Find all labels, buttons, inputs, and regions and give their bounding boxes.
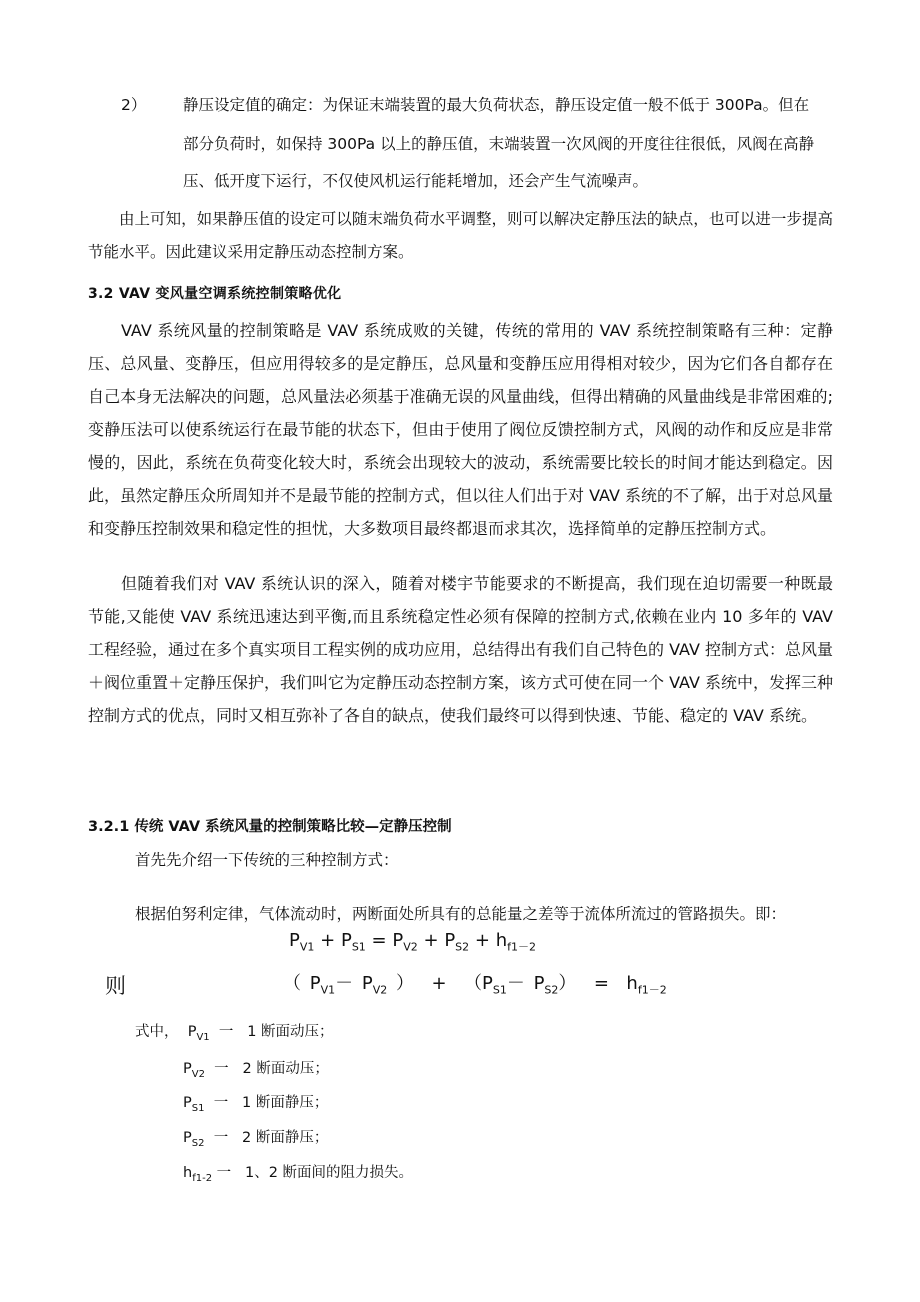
definition-row-3: $P_{S1}$ 一 1 断面静压； <box>183 1095 329 1114</box>
paragraph-dynamic-control: 但随着我们对 VAV 系统认识的深入，随着对楼宇节能要求的不断提高，我们现在迫切需要一种既最节能,又能使 VAV 系统迅速达到平衡,而且系统稳定性必须有保障的控制方式,依赖在业内 10 多年的 VAV 工程经验，通过在多个真实项目工程实例的成功应用，总结得出有我们自己特色的 VAV 控制方式：总风量＋阀位重置＋定静压保护，我们叫它为定静压动态控制方案，该方式可使在同一个 VAV 系统中，发挥三种控制方式的优点，同时又相互弥补了各自的缺点，使我们最终可以得到快速、节能、稳定的 VAV 系统。 <box>88 574 833 725</box>
item2-line-2: 部分负荷时，如保持 300Pa 以上的静压值，末端装置一次风阀的开度往往很低，风阀在高静 <box>183 135 815 153</box>
subsection-heading: 3.2.1 传统 VAV 系统风量的控制策略比较—定静压控制 <box>88 819 452 835</box>
section-heading: 3.2 VAV 变风量空调系统控制策略优化 <box>88 286 342 302</box>
equation-then-label: 则 <box>105 974 126 998</box>
item2-line-1: 静压设定值的确定：为保证末端装置的最大负荷状态，静压设定值一般不低于 300Pa。但在 <box>183 96 810 114</box>
equation-difference: （ $P_{V1}- P_{V2}$ ） + $(P_{S1}- P_{S2}) = h_{f1-2}$ <box>283 973 667 997</box>
list-marker-2: 2） <box>121 96 147 114</box>
paragraph-control-strategy: VAV 系统风量的控制策略是 VAV 系统成败的关键，传统的常用的 VAV 系统控制策略有三种：定静压、总风量、变静压，但应用得较多的是定静压，总风量和变静压应用得相对较少，因为它们各自都存在自己本身无法解决的问题，总风量法必须基于准确无误的风量曲线，但得出精确的风量曲线是非常困难的;变静压法可以使系统运行在最节能的状态下，但由于使用了阀位反馈控制方式，风阀的动作和反应是非常慢的，因此，系统在负荷变化较大时，系统会出现较大的波动，系统需要比较长的时间才能达到稳定。因此，虽然定静压众所周知并不是最节能的控制方式，但以往人们出于对 VAV 系统的不了解，出于对总风量和变静压控制效果和稳定性的担忧，大多数项目最终都退而求其次，选择简单的定静压控制方式。 <box>88 321 833 538</box>
item2-line-3: 压、低开度下运行，不仅使风机运行能耗增加，还会产生气流噪声。 <box>183 172 649 190</box>
definition-row-1: 式中， $P_{V1}$ 一 1 断面动压； <box>135 1024 334 1043</box>
equation-bernoulli: $P_{V1} + P_{S1} = P_{V2} + P_{S2} + h_{f1-2}$ <box>289 930 537 954</box>
definition-row-4: $P_{S2}$ 一 2 断面静压； <box>183 1130 329 1149</box>
definition-row-5: $h_{f1-2}$ 一 1、2 断面间的阻力损失。 <box>183 1165 414 1184</box>
bernoulli-line: 根据伯努利定律，气体流动时，两断面处所具有的总能量之差等于流体所流过的管路损失。即： <box>135 905 787 923</box>
intro-line: 首先先介绍一下传统的三种控制方式： <box>135 851 399 869</box>
conclusion-paragraph: 由上可知，如果静压值的设定可以随末端负荷水平调整，则可以解决定静压法的缺点，也可以进一步提高节能水平。因此建议采用定静压动态控制方案。 <box>88 210 833 261</box>
definition-row-2: $P_{V2}$ 一 2 断面动压； <box>183 1061 329 1080</box>
